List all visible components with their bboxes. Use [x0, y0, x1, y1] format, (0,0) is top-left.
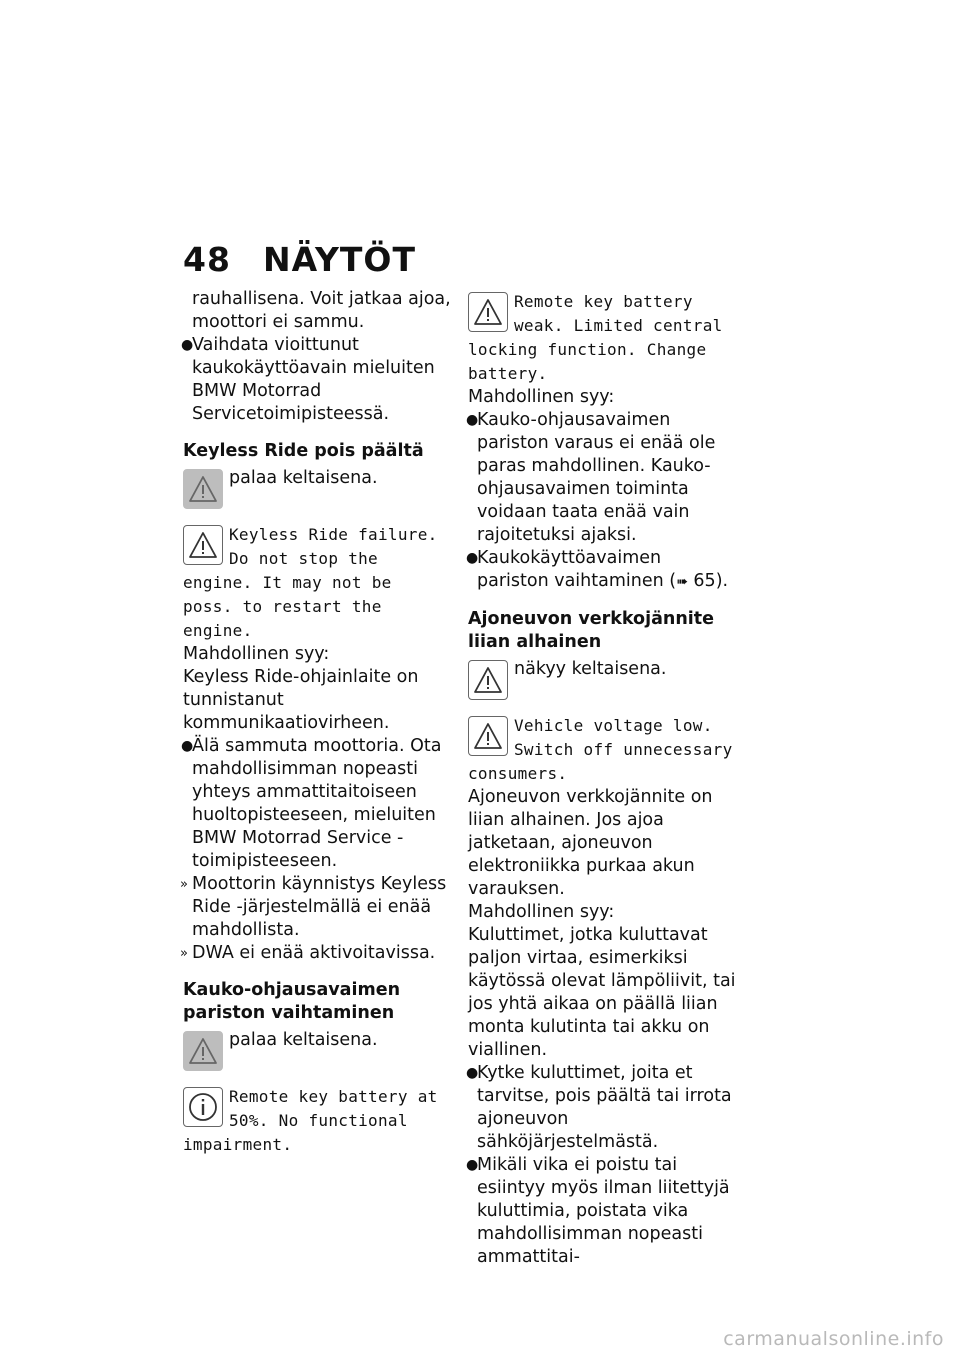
warning-triangle-icon — [468, 660, 508, 700]
warning-triangle-icon — [468, 292, 508, 332]
bullet-item — [468, 547, 736, 594]
bullet-icon: ● — [466, 1157, 479, 1173]
bullet-item — [183, 735, 451, 873]
voltage-message-block — [468, 714, 736, 786]
right-column — [468, 288, 736, 1269]
result-icon: » — [180, 877, 188, 892]
page-ref-link[interactable]: 65 — [693, 571, 716, 591]
remote-message-block — [183, 1085, 451, 1157]
bullet-item — [468, 1062, 736, 1154]
result-item — [180, 873, 451, 942]
warning-triangle-icon — [468, 716, 508, 756]
remote-light-text: palaa keltaisena. — [229, 1030, 378, 1050]
bullet-item — [468, 1154, 736, 1269]
page-header — [183, 240, 416, 279]
bullet-text-end: ). — [715, 571, 729, 591]
page-title: NÄYTÖT — [263, 240, 416, 279]
bullet-item — [183, 334, 451, 426]
warning-triangle-icon — [183, 1031, 223, 1071]
bullet-text: Vaihdata vioittunut kaukokäyttöavain mieluiten BMW Motorrad Servicetoimipisteessä. — [192, 335, 435, 424]
bullet-icon: ● — [466, 1065, 479, 1081]
watermark: carmanualsonline.info — [723, 1328, 944, 1350]
bullet-text: Mikäli vika ei poistu tai esiintyy myös ilman liitettyjä kuluttimia, poistata vika mahdollisimman nopeasti ammattitai- — [477, 1155, 730, 1267]
bullet-text: Kauko-ohjausavaimen pariston varaus ei enää ole paras mahdollinen. Kauko-ohjausavaimen toiminta voidaan taata enää vain rajoitetuksi ajaksi. — [477, 410, 716, 545]
voltage-message: Vehicle voltage low. Switch off unnecessary consumers. — [468, 716, 733, 783]
cause-text: Kuluttimet, jotka kuluttavat paljon virtaa, esimerkiksi käytössä olevat lämpöliivit, tai jos yhtä aikaa on päällä liian monta kulutinta tai akku on viallinen. — [468, 925, 736, 1060]
keyless-heading: Keyless Ride pois päältä — [183, 441, 424, 461]
left-column — [180, 288, 451, 1157]
result-text: DWA ei enää aktivoitavissa. — [192, 943, 436, 963]
keyless-light-text: palaa keltaisena. — [229, 468, 378, 488]
cause-label: Mahdollinen syy: — [468, 387, 615, 407]
voltage-light-block — [468, 658, 736, 700]
cause-label: Mahdollinen syy: — [468, 902, 615, 922]
page-number: 48 — [183, 240, 231, 279]
cause-text: Keyless Ride-ohjainlaite on tunnistanut kommunikaatiovirheen. — [183, 667, 419, 733]
keyless-light-block — [183, 467, 451, 509]
bullet-item — [468, 409, 736, 547]
remote-heading: Kauko-ohjausavaimen pariston vaihtaminen — [183, 980, 401, 1023]
bullet-icon: ● — [181, 337, 194, 353]
keyless-message-block — [183, 523, 451, 643]
bullet-text: Kytke kuluttimet, joita et tarvitse, pois päältä tai irrota ajoneuvon sähköjärjestelmästä. — [477, 1063, 732, 1152]
weak-message: Remote key battery weak. Limited central locking function. Change battery. — [468, 292, 723, 383]
bullet-text: Älä sammuta moottoria. Ota mahdollisimman nopeasti yhteys ammattitaitoiseen huoltopisteeseen, mieluiten BMW Motorrad Service -toimipisteeseen. — [192, 736, 442, 871]
voltage-light-text: näkyy keltaisena. — [514, 659, 667, 679]
voltage-description: Ajoneuvon verkkojännite on liian alhainen. Jos ajoa jatketaan, ajoneuvon elektroniikka purkaa akun varauksen. — [468, 787, 713, 899]
cause-label: Mahdollinen syy: — [183, 644, 330, 664]
voltage-heading: Ajoneuvon verkkojännite liian alhainen — [468, 609, 715, 652]
warning-triangle-icon — [183, 469, 223, 509]
result-icon: » — [180, 946, 188, 961]
keyless-message: Keyless Ride failure. Do not stop the engine. It may not be poss. to restart the engine. — [183, 525, 438, 640]
weak-message-block — [468, 290, 736, 386]
warning-triangle-icon — [183, 525, 223, 565]
bullet-icon: ● — [181, 738, 194, 754]
remote-light-block — [183, 1029, 451, 1071]
bullet-text: Kaukokäyttöavaimen pariston vaihtaminen ( — [477, 548, 677, 591]
bullet-icon: ● — [466, 550, 479, 566]
page-ref-arrow-icon: ➠ — [676, 574, 688, 590]
result-item — [180, 942, 451, 965]
intro-text: rauhallisena. Voit jatkaa ajoa, moottori ei sammu. — [192, 289, 451, 332]
result-text: Moottorin käynnistys Keyless Ride -järjestelmällä ei enää mahdollista. — [192, 874, 447, 940]
remote-message: Remote key battery at 50%. No functional impairment. — [183, 1087, 438, 1154]
bullet-icon: ● — [466, 412, 479, 428]
info-icon — [183, 1087, 223, 1127]
